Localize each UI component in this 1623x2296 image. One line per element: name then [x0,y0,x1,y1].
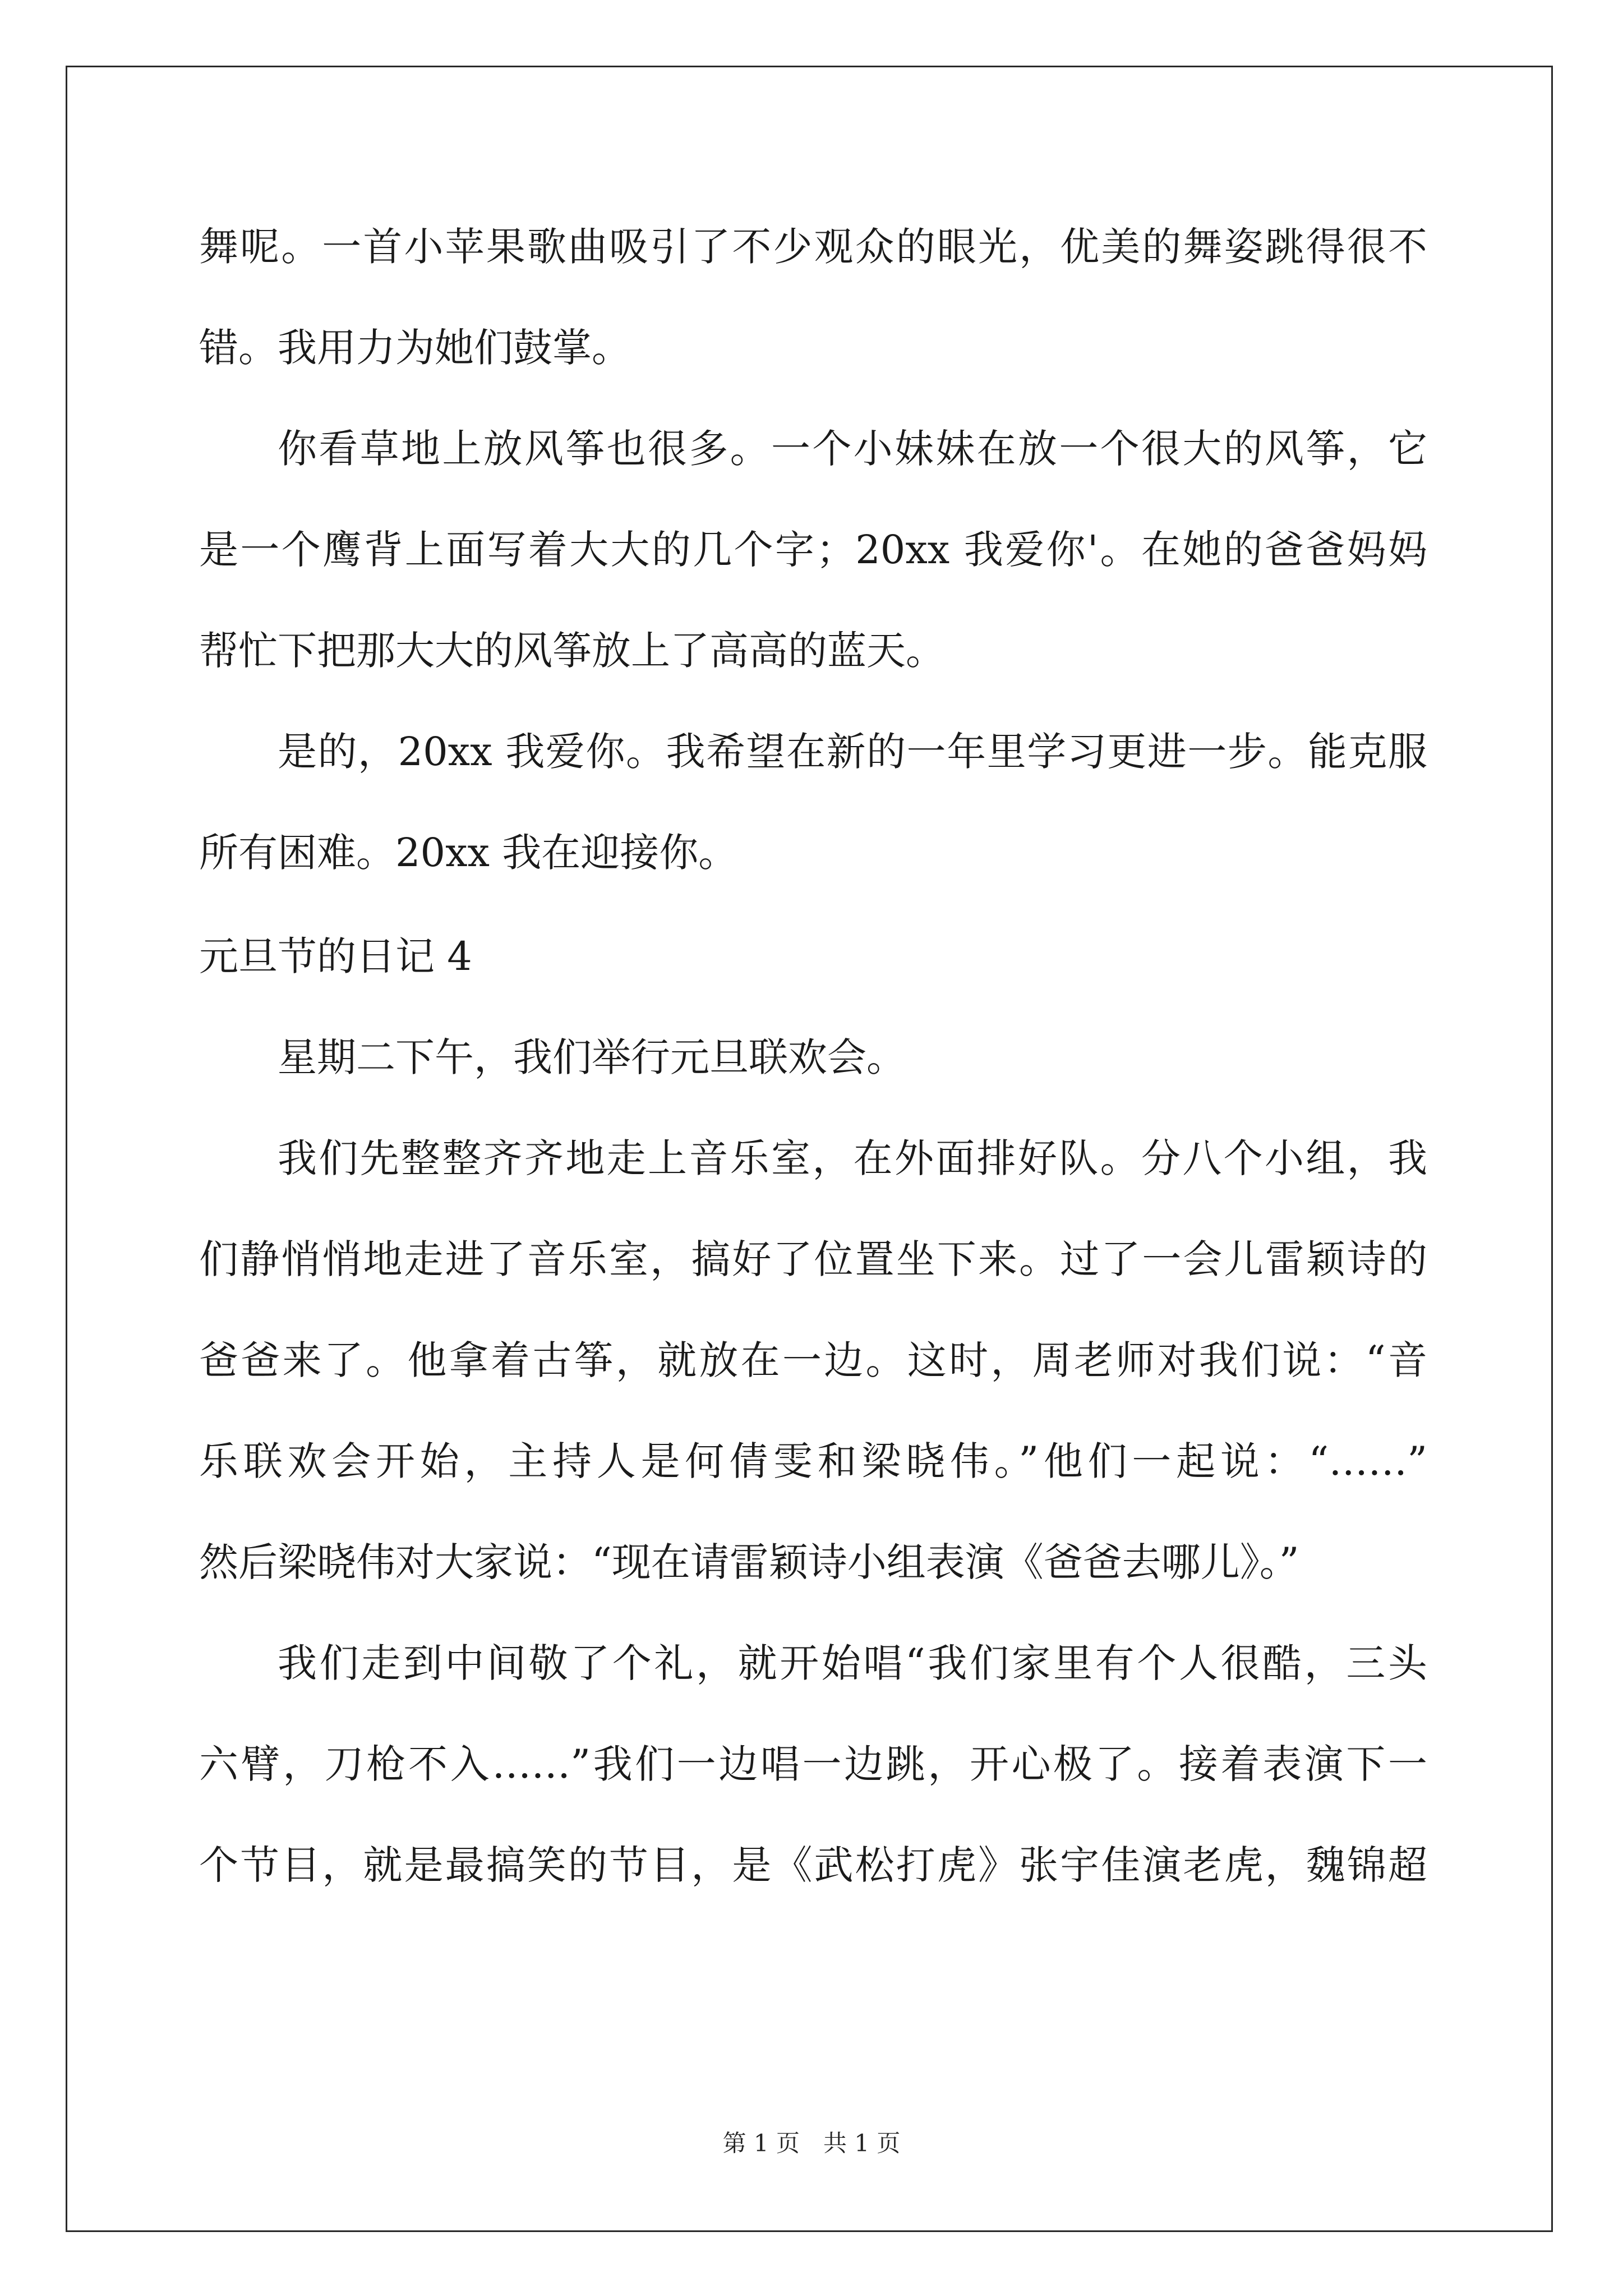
text-line: 我们先整整齐齐地走上音乐室，在外面排好队。分八个小组，我 [278,1135,1427,1181]
text-line: 错。我用力为她们鼓掌。 [199,325,631,371]
text-line: 是一个鹰背上面写着大大的几个字；20xx 我爱你'。在她的爸爸妈妈 [199,527,1427,573]
text-line: 爸爸来了。他拿着古筝，就放在一边。这时，周老师对我们说：“音 [199,1337,1427,1383]
text-line: 星期二下午，我们举行元旦联欢会。 [278,1034,906,1080]
text-line: 你看草地上放风筝也很多。一个小妹妹在放一个很大的风筝，它 [278,426,1427,472]
text-line: 六臂，刀枪不入……”我们一边唱一边跳，开心极了。接着表演下一 [199,1741,1427,1787]
text-line: 是的，20xx 我爱你。我希望在新的一年里学习更进一步。能克服 [278,729,1427,775]
text-line: 我们走到中间敬了个礼，就开始唱“我们家里有个人很酷，三头 [278,1640,1427,1686]
text-line: 帮忙下把那大大的风筝放上了高高的蓝天。 [199,628,945,674]
text-line: 然后梁晓伟对大家说：“现在请雷颖诗小组表演《爸爸去哪儿》。” [199,1539,1299,1585]
text-line: 舞呢。一首小苹果歌曲吸引了不少观众的眼光，优美的舞姿跳得很不 [199,224,1427,270]
text-line: 们静悄悄地走进了音乐室，搞好了位置坐下来。过了一会儿雷颖诗的 [199,1236,1427,1282]
text-line: 个节目，就是最搞笑的节目，是《武松打虎》张宇佳演老虎，魏锦超 [199,1842,1427,1888]
text-line: 所有困难。20xx 我在迎接你。 [199,830,738,876]
text-line: 乐联欢会开始，主持人是何倩雯和梁晓伟。”他们一起说：“……” [199,1438,1427,1484]
section-heading: 元旦节的日记 4 [199,933,472,979]
page-footer: 第 1 页 共 1 页 [722,2129,901,2157]
